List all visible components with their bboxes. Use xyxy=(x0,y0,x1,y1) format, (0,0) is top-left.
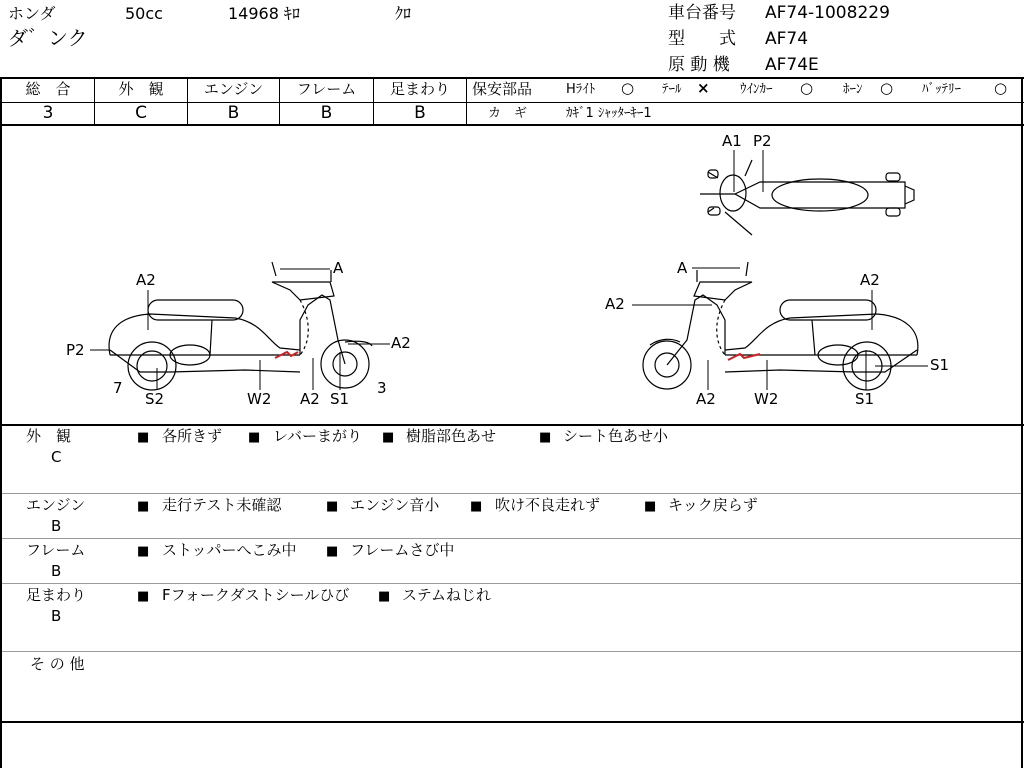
grade-label-engine: エンジン xyxy=(203,80,264,98)
safety-mark-horn: ○ xyxy=(880,79,894,97)
remark-grade-exterior: C xyxy=(51,448,62,466)
frame-top xyxy=(0,77,1024,79)
bullet-icon: ■ xyxy=(539,430,552,445)
diagram-label: W2 xyxy=(247,390,272,408)
safety-item-horn: ﾎｰﾝ xyxy=(843,82,863,97)
safety-mark-winker: ○ xyxy=(800,79,814,97)
bullet-icon: ■ xyxy=(644,499,657,514)
safety-label: 保安部品 xyxy=(472,80,533,98)
diagram-label: A xyxy=(333,259,344,277)
chassis-label: 車台番号 xyxy=(668,3,736,23)
grade-value-exterior: C xyxy=(135,103,147,123)
safety-mark-headlight: ○ xyxy=(621,79,635,97)
diagram-label: A2 xyxy=(136,271,156,289)
diagram-label: A1 xyxy=(722,132,742,150)
safety-mark-tail: × xyxy=(697,79,710,97)
diagram-label: A2 xyxy=(300,390,320,408)
remark-title-exterior: 外 観 xyxy=(26,427,72,445)
type-label: 型 式 xyxy=(668,29,736,49)
grade-value-engine: B xyxy=(227,103,240,123)
model-name: ダ゛ンク xyxy=(8,26,88,50)
engine-label: 原 動 機 xyxy=(668,55,730,75)
remark-title-engine: エンジン xyxy=(26,496,86,514)
displacement: 50cc xyxy=(125,4,163,23)
remark-item: ステムねじれ xyxy=(402,586,491,604)
bullet-icon: ■ xyxy=(326,499,339,514)
diagram-label: 3 xyxy=(377,379,387,397)
grade-label-frame: フレーム xyxy=(296,80,357,98)
frame-right xyxy=(1021,77,1023,768)
diagram-label: A2 xyxy=(860,271,880,289)
scooter-diagram xyxy=(0,125,1020,423)
key-label: カ ギ xyxy=(488,106,528,121)
grade-label-exterior: 外 観 xyxy=(118,80,164,98)
remarks-bottom xyxy=(0,721,1024,723)
bullet-icon: ■ xyxy=(137,499,150,514)
color: ｸﾛ xyxy=(395,4,412,23)
remark-item: フレームさび中 xyxy=(350,541,455,559)
grade-value-suspension: B xyxy=(414,103,426,123)
diagram-label: 7 xyxy=(113,379,123,397)
key-value: ｶｷﾞ1 ｼｬｯﾀｰｷｰ1 xyxy=(566,106,652,121)
diagram-label: S2 xyxy=(145,390,165,408)
diagram-label: A xyxy=(677,259,688,277)
diagram-bottom xyxy=(0,424,1024,426)
bullet-icon: ■ xyxy=(137,430,150,445)
bullet-icon: ■ xyxy=(248,430,261,445)
bullet-icon: ■ xyxy=(382,430,395,445)
safety-item-tail: ﾃｰﾙ xyxy=(662,82,682,97)
diagram-label: S1 xyxy=(855,390,875,408)
diagram-label: P2 xyxy=(66,341,85,359)
remark-item: 吹け不良走れず xyxy=(495,496,601,514)
remark-item: ストッパーへこみ中 xyxy=(162,541,297,559)
bullet-icon: ■ xyxy=(137,544,150,559)
grade-divider xyxy=(0,102,1024,103)
remark-grade-frame: B xyxy=(51,562,62,580)
grade-label-suspension: 足まわり xyxy=(389,80,450,98)
remark-divider xyxy=(2,651,1021,652)
remark-item: キック戻らず xyxy=(668,496,758,514)
remark-item: 各所きず xyxy=(162,427,223,445)
remark-item: エンジン音小 xyxy=(350,496,440,514)
remark-item: 樹脂部色あせ xyxy=(406,427,497,445)
grade-label-overall: 総 合 xyxy=(25,80,71,98)
remark-divider xyxy=(2,583,1021,584)
remark-title-frame: フレーム xyxy=(26,541,86,559)
remark-grade-engine: B xyxy=(51,517,62,535)
safety-item-battery: ﾊﾞｯﾃﾘｰ xyxy=(922,82,961,97)
grade-col-sep xyxy=(466,78,467,124)
diagram-label: A2 xyxy=(605,295,625,313)
remark-title-other: そ の 他 xyxy=(30,655,85,673)
diagram-label: A2 xyxy=(391,334,411,352)
diagram-label: W2 xyxy=(754,390,779,408)
remark-grade-suspension: B xyxy=(51,607,62,625)
safety-item-headlight: Hﾗｲﾄ xyxy=(566,82,596,97)
remark-item: 走行テスト未確認 xyxy=(162,496,282,514)
remark-item: レバーまがり xyxy=(273,427,362,445)
diagram-label: A2 xyxy=(696,390,716,408)
diagram-label: P2 xyxy=(753,132,772,150)
remark-divider xyxy=(2,538,1021,539)
engine-value: AF74E xyxy=(765,55,819,75)
remark-item: シート色あせ小 xyxy=(563,427,669,445)
grade-value-frame: B xyxy=(320,103,333,123)
safety-item-winker: ｳｲﾝｶｰ xyxy=(740,82,773,97)
diagram-label: S1 xyxy=(330,390,350,408)
remark-item: Fフォークダストシールひび xyxy=(162,586,350,604)
diagram-label: S1 xyxy=(930,356,950,374)
grade-value-overall: 3 xyxy=(42,103,54,123)
remark-title-suspension: 足まわり xyxy=(26,586,87,604)
remark-divider xyxy=(2,493,1021,494)
bullet-icon: ■ xyxy=(378,589,391,604)
bullet-icon: ■ xyxy=(326,544,339,559)
bullet-icon: ■ xyxy=(470,499,483,514)
type-value: AF74 xyxy=(765,29,809,49)
scooter-top-view xyxy=(700,160,914,235)
safety-mark-battery: ○ xyxy=(994,79,1008,97)
bullet-icon: ■ xyxy=(137,589,150,604)
maker: ホンダ xyxy=(8,4,56,23)
chassis-value: AF74-1008229 xyxy=(765,3,890,23)
mileage: 14968 ｷﾛ xyxy=(228,4,300,23)
